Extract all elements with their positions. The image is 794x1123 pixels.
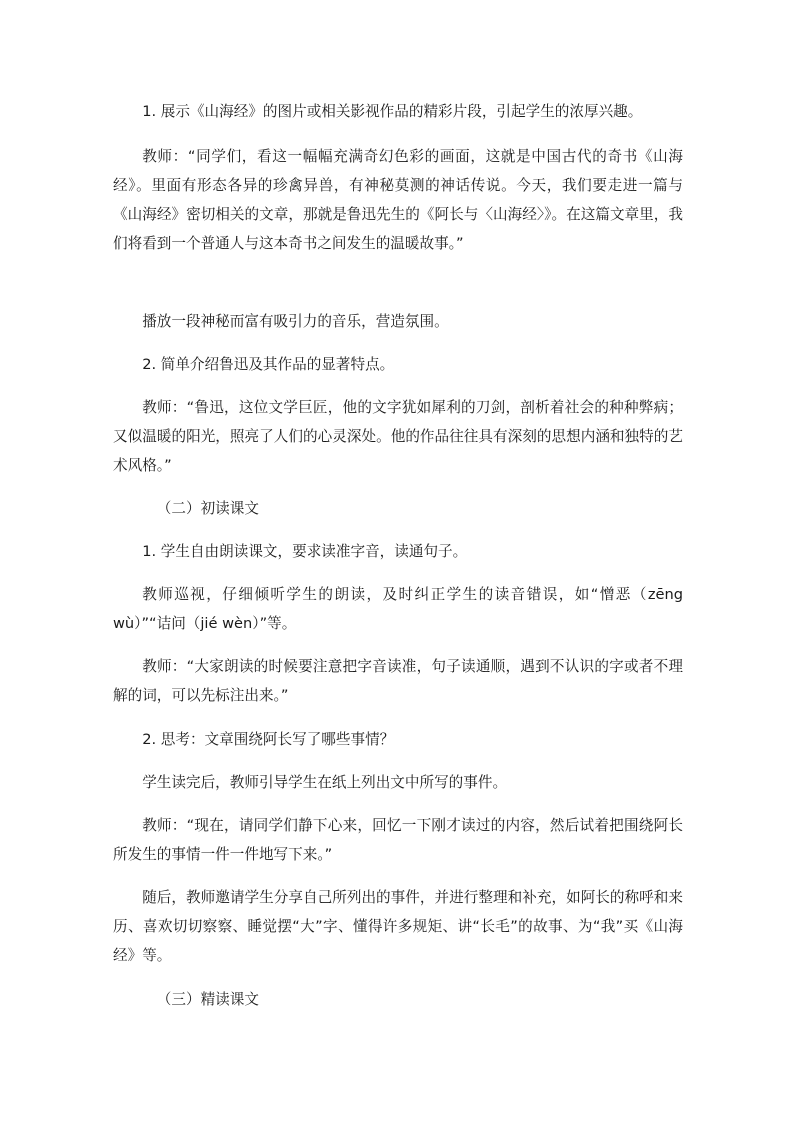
section-heading-close-reading: （三）精读课文 [156, 991, 259, 1008]
step-2-thinking-question: 2. 思考：文章围绕阿长写了哪些事情？ [142, 731, 395, 748]
teacher-intro-shanhaijing: 教师：“同学们，看这一幅幅充满奇幻色彩的画面，这就是中国古代的奇书《山海经》。里面有形态各异的珍禽异兽，有神秘莫测的神话传说。今天，我们要走进一篇与《山海经》密切相关的文章，那就是鲁迅先生的《阿长与〈山海经〉》。在这篇文章里，我们将看到一个普通人与这本奇书之间发生的温暖故事。” [113, 148, 683, 252]
teacher-recall-instruction: 教师：“现在，请同学们静下心来，回忆一下刚才读过的内容，然后试着把围绕阿长所发生的事情一件一件地写下来。” [113, 817, 683, 863]
play-music-paragraph: 播放一段神秘而富有吸引力的音乐，营造氛围。 [142, 313, 449, 330]
students-share-events: 随后，教师邀请学生分享自己所列出的事件，并进行整理和补充，如阿长的称呼和来历、喜欢切切察察、睡觉摆“大”字、懂得许多规矩、讲“长毛”的故事、为“我”买《山海经》等。 [113, 889, 683, 964]
students-list-events: 学生读完后，教师引导学生在纸上列出文中所写的事件。 [142, 774, 508, 791]
step-1-show-images: 1. 展示《山海经》的图片或相关影视作品的精彩片段，引起学生的浓厚兴趣。 [142, 103, 643, 120]
teacher-patrol-correction: 教师巡视，仔细倾听学生的朗读，及时纠正学生的读音错误，如“憎恶（zēng wù）”“诘问（jié wèn）”等。 [113, 586, 683, 632]
teacher-luxun-description: 教师：“鲁迅，这位文学巨匠，他的文字犹如犀利的刀剑，剖析着社会的种种弊病；又似温暖的阳光，照亮了人们的心灵深处。他的作品往往具有深刻的思想内涵和独特的艺术风格。” [113, 399, 683, 474]
step-1-free-reading: 1. 学生自由朗读课文，要求读准字音，读通句子。 [142, 543, 468, 560]
teacher-reading-instruction: 教师：“大家朗读的时候要注意把字音读准，句子读通顺，遇到不认识的字或者不理解的词，可以先标注出来。” [113, 658, 683, 704]
section-heading-first-reading: （二）初读课文 [156, 500, 259, 517]
step-2-introduce-luxun: 2. 简单介绍鲁迅及其作品的显著特点。 [142, 356, 395, 373]
